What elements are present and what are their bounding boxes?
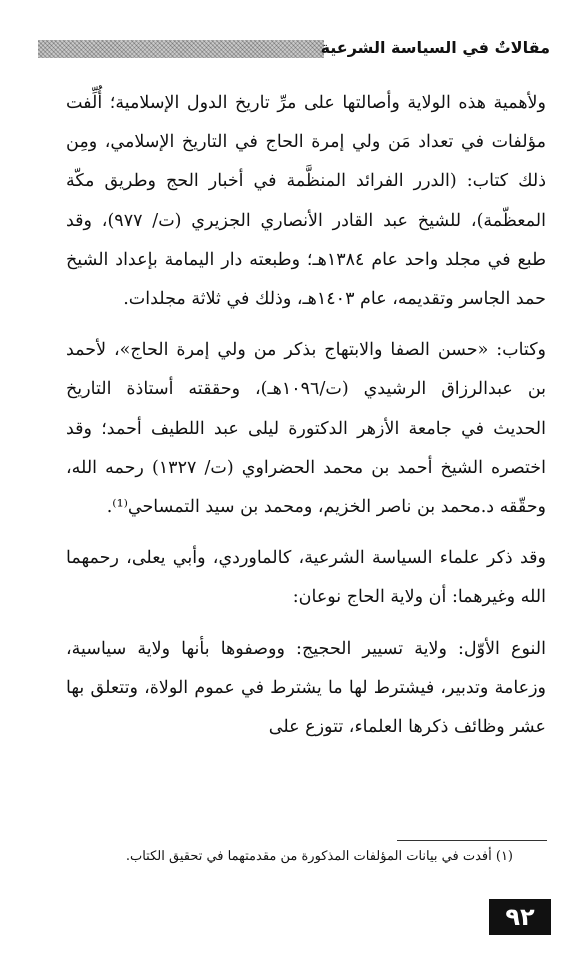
paragraph-3: وقد ذكر علماء السياسة الشرعية، كالماوردي، وأبي يعلى، رحمهما الله وغيرهما: أن ولاية الحاج نوعان: — [66, 548, 546, 608]
paragraph-1: ولأهمية هذه الولاية وأصالتها على مرِّ تاريخ الدول الإسلامية؛ أُلِّفت مؤلفات في تعداد مَن ولي إمرة الحاج في التاريخ الإسلامي، ومِن ذلك كتاب: (الدرر الفرائد المنظَّمة في أخبار الحج وطريق مكّة المعظّمة)، للشيخ عبد القادر الأنصاري الجزيري (ت/ ٩٧٧)، وقد طبع في مجلد واحد عام ١٣٨٤هـ؛ وطبعته دار اليمامة بإعداد الشيخ حمد الجاسر وتقديمه، عام ١٤٠٣هـ، وذلك في ثلاثة مجلدات. — [66, 93, 547, 310]
running-header — [38, 34, 550, 64]
footnote-divider — [397, 840, 547, 841]
body-text — [66, 84, 546, 747]
footnote: (١) أفدت في بيانات المؤلفات المذكورة من مقدمتهما في تحقيق الكتاب. — [125, 849, 513, 864]
paragraph-2: وكتاب: «حسن الصفا والابتهاج بذكر من ولي إمرة الحاج»، لأحمد بن عبدالرزاق الرشيدي (ت/١٠٩٦هـ)، وحققته أستاذة التاريخ الحديث في جامعة الأزهر الدكتورة ليلى عبد اللطيف أحمد؛ وقد اختصره الشيخ أحمد بن محمد الحضراوي (ت/ ١٣٢٧) رحمه الله، وحقّقه د.محمد بن ناصر الخزيم، ومحمد بن سيد التمساحي⁽¹⁾. — [66, 340, 547, 518]
header-decorative-band — [38, 40, 324, 58]
page-number: ٩٢ — [489, 899, 551, 935]
header-title: مقالاتٌ في السياسة الشرعية — [320, 38, 550, 57]
paragraph-4: النوع الأوّل: ولاية تسيير الحجيج: ووصفوها بأنها ولاية سياسية، وزعامة وتدبير، فيشترط لها ما يشترط في عموم الولاة، وتتعلق بها عشر وظائف ذكرها العلماء، تتوزع على — [66, 638, 546, 738]
